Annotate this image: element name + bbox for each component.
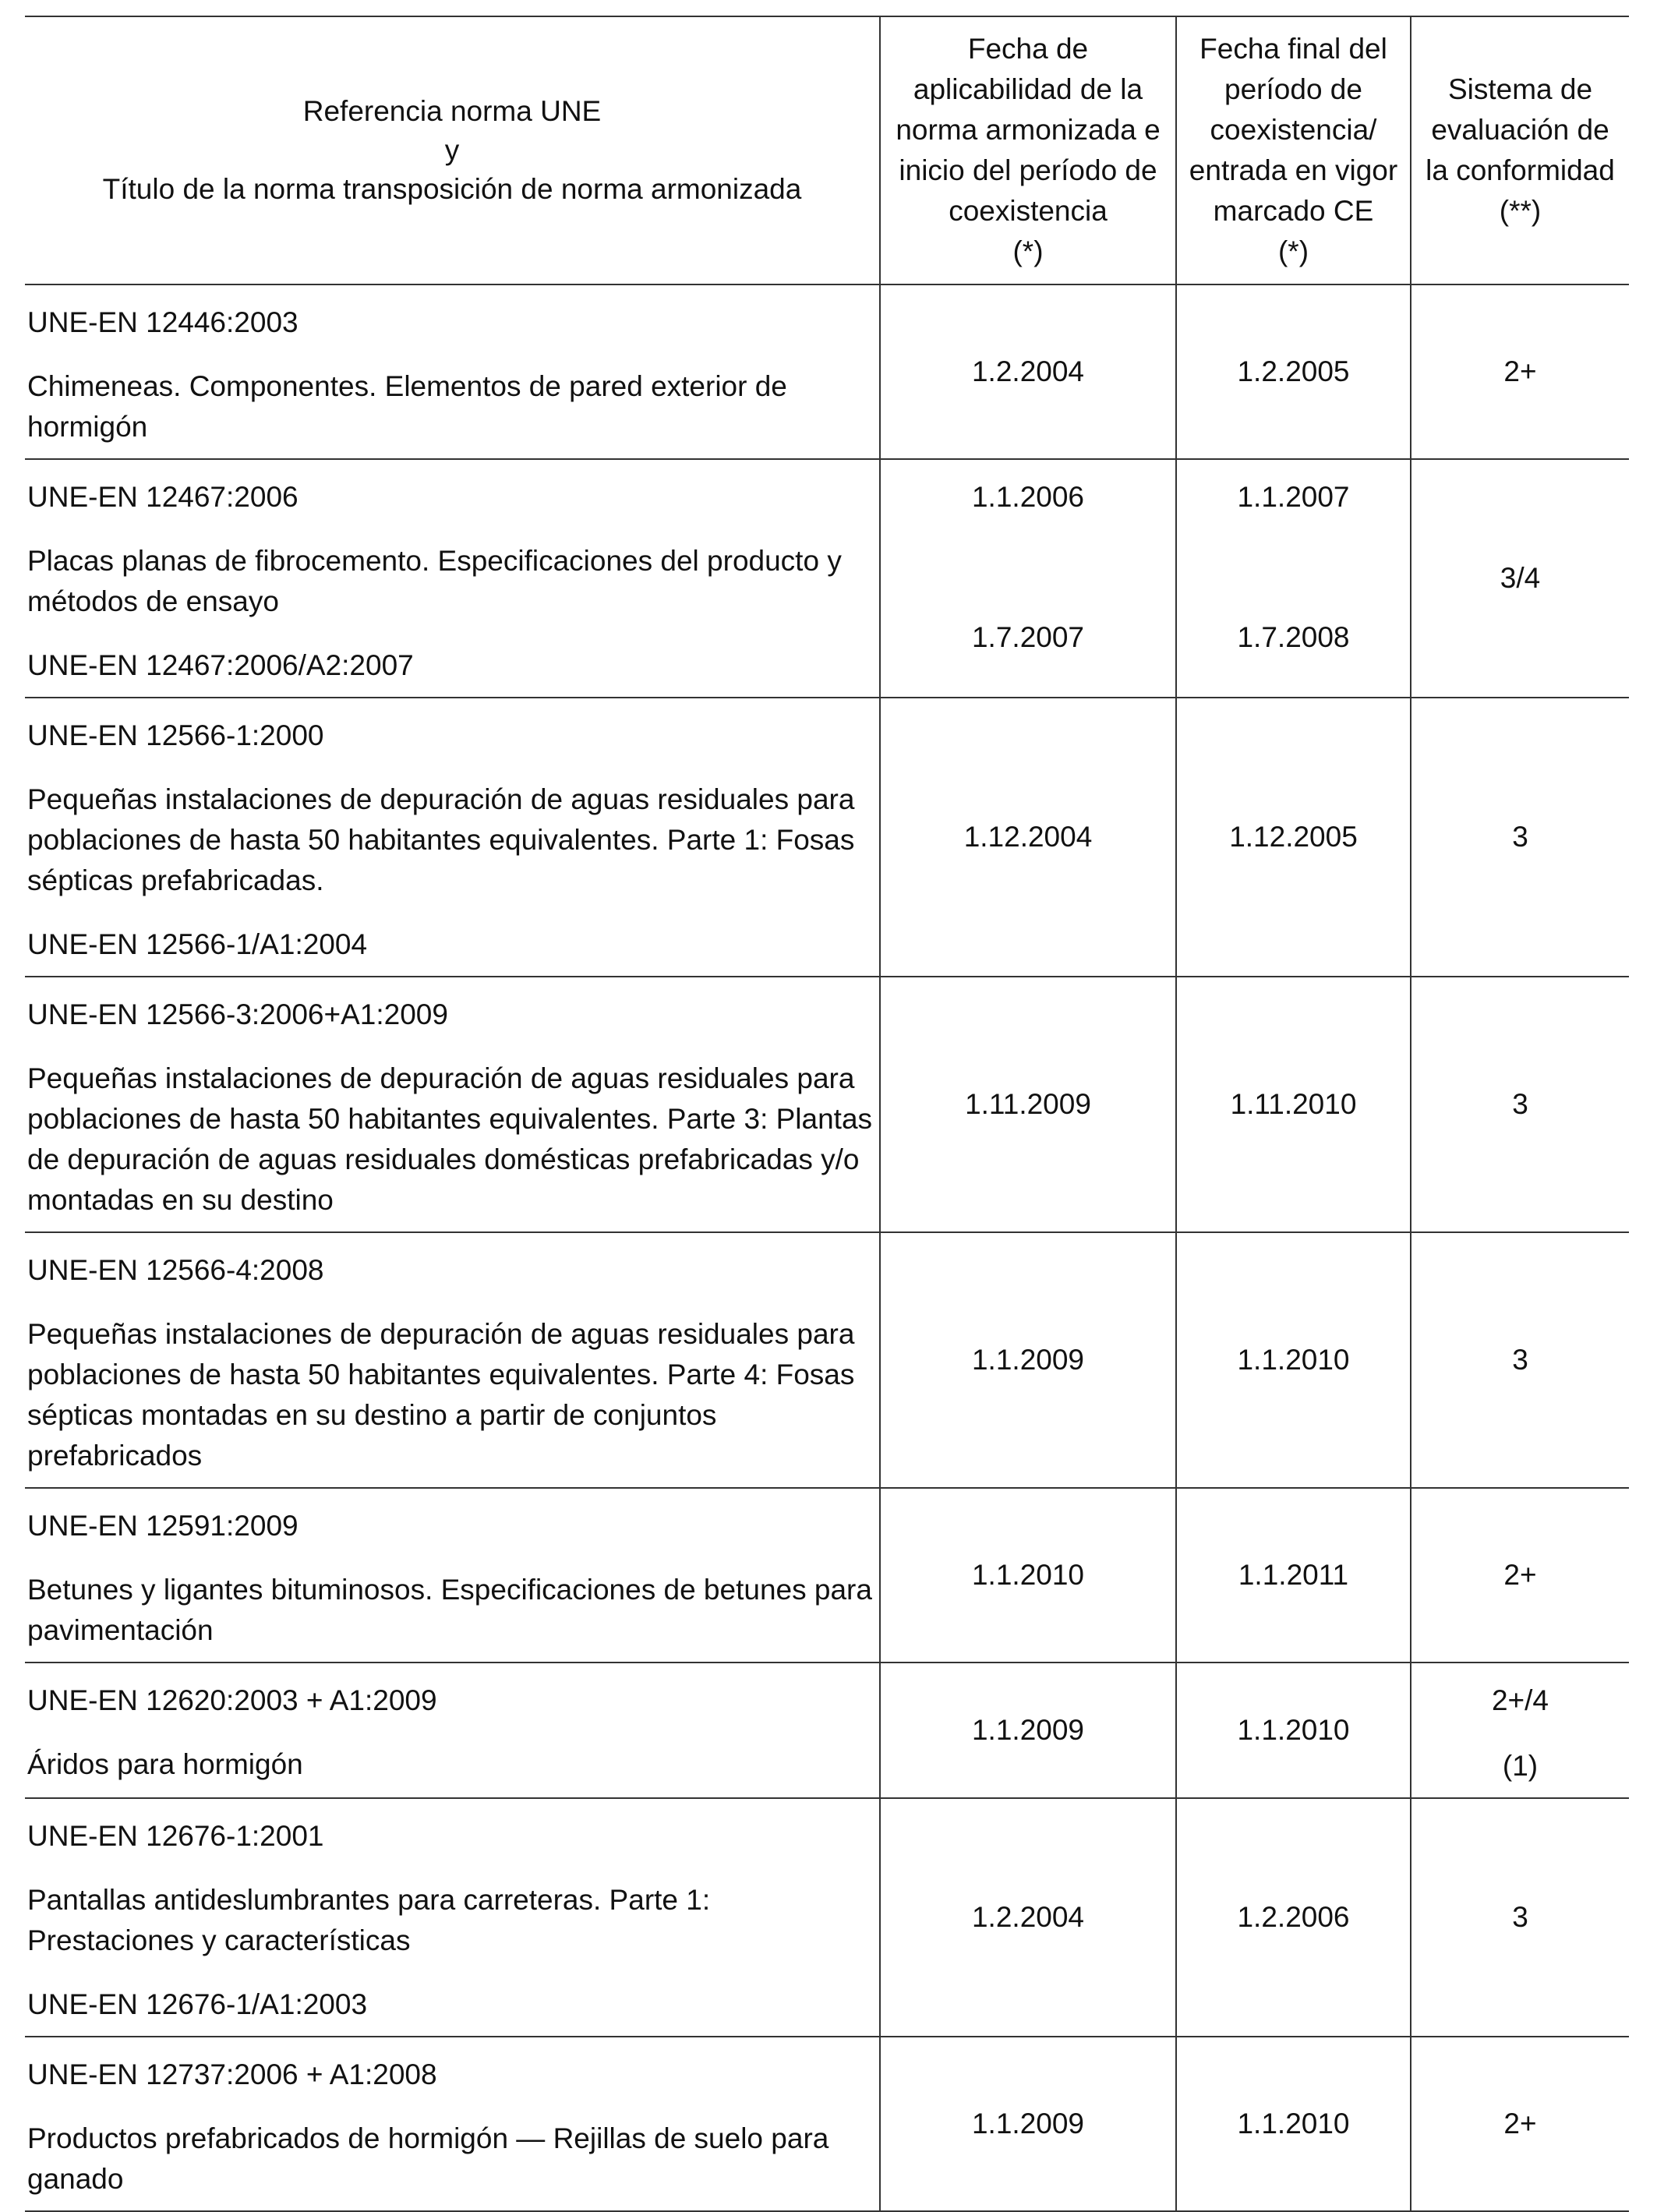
standard-code: UNE-EN 12566-3:2006+A1:2009 (27, 998, 448, 1030)
header-line: (*) (1277, 235, 1309, 267)
header-line: norma armonizada e (896, 114, 1161, 146)
fecha-aplicabilidad: 1.11.2009 (880, 977, 1176, 1232)
standard-code: UNE-EN 12620:2003 + A1:2009 (27, 1684, 437, 1716)
standard-code: UNE-EN 12737:2006 + A1:2008 (27, 2058, 437, 2090)
reference-cell (25, 1798, 880, 2037)
table-row (25, 1232, 1629, 1488)
table-header-row (25, 16, 1629, 284)
fecha-final-base: 1.1.2007 (1237, 481, 1350, 513)
fecha-final: 1.1.2011 (1176, 1488, 1411, 1663)
header-fecha-aplicabilidad (880, 16, 1176, 284)
header-line: (**) (1499, 195, 1542, 227)
sistema-evaluacion: 3 (1411, 698, 1629, 977)
fecha-aplicabilidad: 1.12.2004 (880, 698, 1176, 977)
fecha-final: 1.2.2005 (1176, 284, 1411, 459)
sistema-evaluacion: 3 (1411, 977, 1629, 1232)
fecha-final-amendment: 1.7.2008 (1237, 621, 1350, 653)
reference-cell (25, 698, 880, 977)
fecha-final: 1.1.2010 (1176, 1663, 1411, 1798)
header-line: coexistencia (949, 195, 1108, 227)
reference-cell (25, 284, 880, 459)
table-row (25, 284, 1629, 459)
fecha-final: 1.11.2010 (1176, 977, 1411, 1232)
fecha-final: 1.2.2006 (1176, 1798, 1411, 2037)
header-line: entrada en vigor (1189, 154, 1398, 186)
sistema-evaluacion: 2+ (1411, 284, 1629, 459)
table-row (25, 1663, 1629, 1798)
fecha-aplicabilidad: 1.2.2004 (880, 284, 1176, 459)
standard-title: Áridos para hormigón (27, 1748, 303, 1780)
table-row (25, 977, 1629, 1232)
standard-code: UNE-EN 12467:2006 (27, 481, 299, 513)
sistema-evaluacion: 3 (1411, 1798, 1629, 2037)
header-line: Fecha de (967, 33, 1089, 65)
sistema-evaluacion: 2+ (1411, 2037, 1629, 2211)
standard-title: Chimeneas. Componentes. Elementos de pared exterior de hormigón (27, 370, 787, 443)
header-line: coexistencia/ (1210, 114, 1377, 146)
fecha-aplicabilidad: 1.2.2004 (880, 1798, 1176, 2037)
header-sistema-evaluacion (1411, 16, 1629, 284)
table-row (25, 1488, 1629, 1663)
standard-code: UNE-EN 12591:2009 (27, 1510, 299, 1542)
sistema-note: (1) (1502, 1750, 1539, 1782)
header-line: Sistema de (1447, 73, 1593, 105)
standard-title: Pequeñas instalaciones de depuración de aguas residuales para poblaciones de hasta 50 habitantes equivalentes. Parte 3: Plantas de depuración de aguas residuales domésticas prefabricadas y/o montadas en su destino (27, 1062, 873, 1216)
table-row (25, 698, 1629, 977)
sistema-evaluacion: 3/4 (1411, 459, 1629, 698)
standard-title: Pantallas antideslumbrantes para carreteras. Parte 1: Prestaciones y características (27, 1884, 711, 1956)
fecha-final (1176, 459, 1411, 698)
fecha-aplicabilidad-amendment: 1.7.2007 (971, 621, 1085, 653)
standard-code: UNE-EN 12676-1:2001 (27, 1820, 324, 1852)
reference-cell (25, 459, 880, 698)
table-row (25, 2037, 1629, 2211)
table-row (25, 459, 1629, 698)
fecha-aplicabilidad: 1.1.2009 (880, 1663, 1176, 1798)
fecha-final: 1.1.2010 (1176, 2037, 1411, 2211)
reference-cell (25, 1663, 880, 1798)
reference-cell (25, 1488, 880, 1663)
standard-title: Placas planas de fibrocemento. Especificaciones del producto y métodos de ensayo (27, 545, 842, 617)
table-row (25, 1798, 1629, 2037)
header-line: inicio del período de (899, 154, 1157, 186)
header-line: y (444, 134, 460, 166)
standard-title: Pequeñas instalaciones de depuración de aguas residuales para poblaciones de hasta 50 habitantes equivalentes. Parte 4: Fosas sépticas montadas en su destino a partir de conjuntos prefabricados (27, 1318, 855, 1472)
standards-table (25, 16, 1629, 2212)
sistema-evaluacion: 2+ (1411, 1488, 1629, 1663)
fecha-aplicabilidad: 1.1.2009 (880, 2037, 1176, 2211)
standard-code: UNE-EN 12566-1:2000 (27, 719, 324, 751)
header-line: (*) (1012, 235, 1044, 267)
header-line: Referencia norma UNE (302, 95, 602, 127)
fecha-final: 1.12.2005 (1176, 698, 1411, 977)
header-line: Fecha final del (1199, 33, 1387, 65)
standard-amendment-code: UNE-EN 12676-1/A1:2003 (27, 1988, 368, 2020)
standard-title: Productos prefabricados de hormigón — Rejillas de suelo para ganado (27, 2122, 829, 2195)
fecha-aplicabilidad (880, 459, 1176, 698)
fecha-aplicabilidad: 1.1.2009 (880, 1232, 1176, 1488)
standard-code: UNE-EN 12566-4:2008 (27, 1254, 324, 1286)
header-line: período de (1224, 73, 1362, 105)
fecha-aplicabilidad-base: 1.1.2006 (971, 481, 1085, 513)
standard-code: UNE-EN 12446:2003 (27, 306, 299, 338)
sistema-evaluacion (1411, 1663, 1629, 1798)
sistema-value: 2+/4 (1491, 1684, 1549, 1716)
reference-cell (25, 1232, 880, 1488)
standard-title: Pequeñas instalaciones de depuración de aguas residuales para poblaciones de hasta 50 habitantes equivalentes. Parte 1: Fosas sépticas prefabricadas. (27, 783, 855, 896)
header-line: la conformidad (1426, 154, 1615, 186)
reference-cell (25, 977, 880, 1232)
fecha-aplicabilidad: 1.1.2010 (880, 1488, 1176, 1663)
header-fecha-final (1176, 16, 1411, 284)
fecha-final: 1.1.2010 (1176, 1232, 1411, 1488)
sistema-evaluacion: 3 (1411, 1232, 1629, 1488)
standard-title: Betunes y ligantes bituminosos. Especificaciones de betunes para pavimentación (27, 1574, 872, 1646)
standard-amendment-code: UNE-EN 12467:2006/A2:2007 (27, 649, 414, 681)
header-line: Título de la norma transposición de norma armonizada (102, 173, 802, 205)
header-line: evaluación de (1431, 114, 1609, 146)
header-referencia (25, 16, 880, 284)
header-line: marcado CE (1213, 195, 1374, 227)
reference-cell (25, 2037, 880, 2211)
header-line: aplicabilidad de la (913, 73, 1143, 105)
standard-amendment-code: UNE-EN 12566-1/A1:2004 (27, 928, 368, 960)
